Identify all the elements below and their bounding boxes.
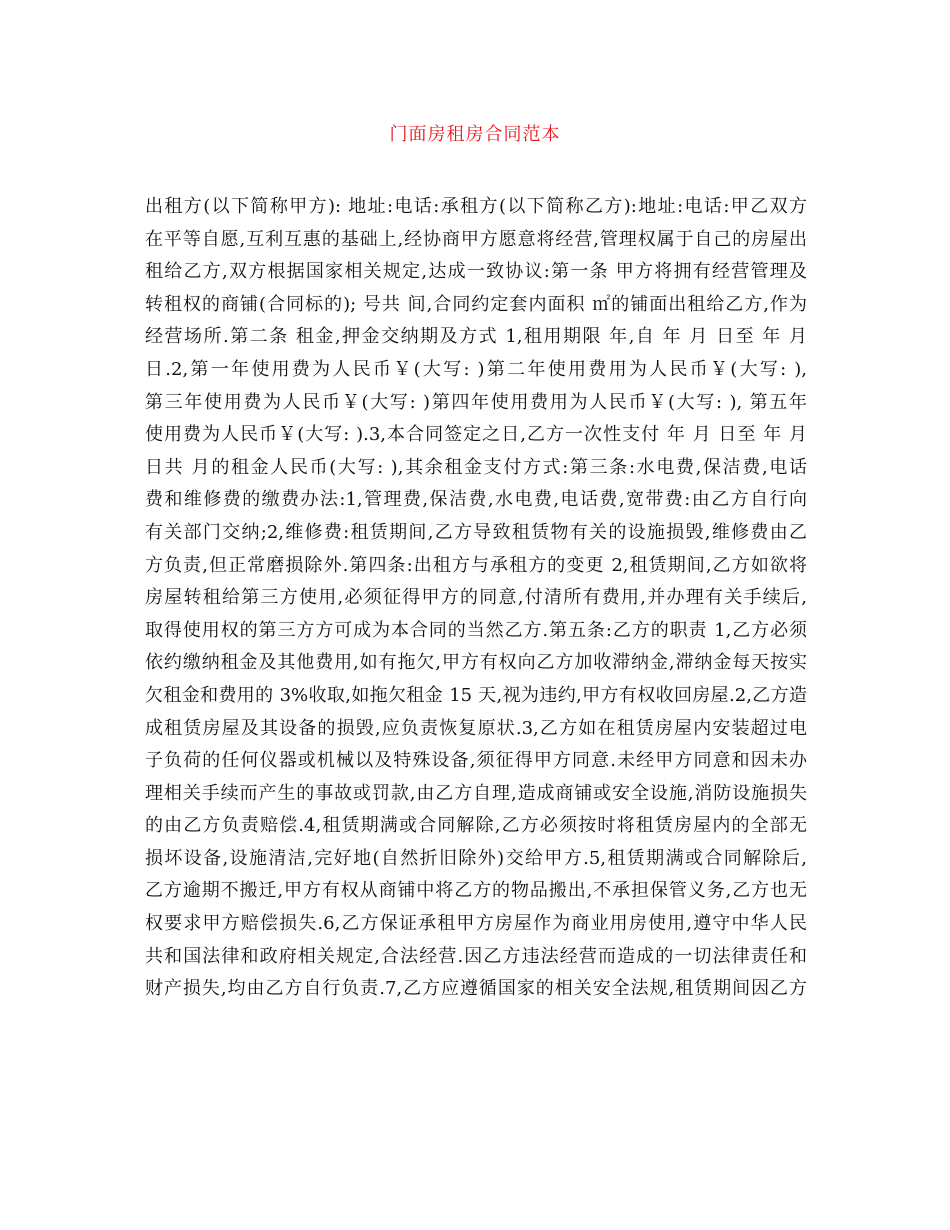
body-line-2: 在平等自愿,互利互惠的基础上,经协商甲方愿意将经营,管理权属于自己的房屋出 xyxy=(145,228,807,250)
body-line-25: 财产损失,均由乙方自行负责.7,乙方应遵循国家的相关安全法规,租赁期间因乙方 xyxy=(145,978,807,1000)
body-line-4: 转租权的商铺(合同标的); 号共 间,合同约定套内面积 ㎡的铺面出租给乙方,作为 xyxy=(145,293,807,315)
body-line-7: 第三年使用费为人民币￥(大写: )第四年使用费用为人民币￥(大写: ), 第五年 xyxy=(145,391,807,413)
body-line-17: 成租赁房屋及其设备的损毁,应负责恢复原状.3,乙方如在租赁房屋内安装超过电 xyxy=(145,717,807,739)
body-line-9: 日共 月的租金人民币(大写: ),其余租金支付方式:第三条:水电费,保洁费,电话 xyxy=(145,456,807,478)
body-line-18: 子负荷的任何仪器或机械以及特殊设备,须征得甲方同意.未经甲方同意和因未办 xyxy=(145,750,807,772)
body-line-23: 权要求甲方赔偿损失.6,乙方保证承租甲方房屋作为商业用房使用,遵守中华人民 xyxy=(145,913,807,935)
body-line-20: 的由乙方负责赔偿.4,租赁期满或合同解除,乙方必须按时将租赁房屋内的全部无 xyxy=(145,815,807,837)
body-line-10: 费和维修费的缴费办法:1,管理费,保洁费,水电费,电话费,宽带费:由乙方自行向 xyxy=(145,489,807,511)
body-line-22: 乙方逾期不搬迁,甲方有权从商铺中将乙方的物品搬出,不承担保管义务,乙方也无 xyxy=(145,880,807,902)
body-line-3: 租给乙方,双方根据国家相关规定,达成一致协议:第一条 甲方将拥有经营管理及 xyxy=(145,261,807,283)
body-line-16: 欠租金和费用的 3%收取,如拖欠租金 15 天,视为违约,甲方有权收回房屋.2,乙方造 xyxy=(145,684,807,706)
body-line-8: 使用费为人民币￥(大写: ).3,本合同签定之日,乙方一次性支付 年 月 日至 年 月 xyxy=(145,424,807,446)
body-line-15: 依约缴纳租金及其他费用,如有拖欠,甲方有权向乙方加收滞纳金,滞纳金每天按实 xyxy=(145,652,807,674)
body-line-14: 取得使用权的第三方方可成为本合同的当然乙方.第五条:乙方的职责 1,乙方必须 xyxy=(145,619,807,641)
body-line-1: 出租方(以下简称甲方): 地址:电话:承租方(以下简称乙方):地址:电话:甲乙双方 xyxy=(145,196,807,217)
body-line-5: 经营场所.第二条 租金,押金交纳期及方式 1,租用期限 年,自 年 月 日至 年 月 xyxy=(145,326,807,348)
body-line-19: 理相关手续而产生的事故或罚款,由乙方自理,造成商铺或安全设施,消防设施损失 xyxy=(145,782,807,804)
contract-body xyxy=(145,191,807,1006)
body-line-12: 方负责,但正常磨损除外.第四条:出租方与承租方的变更 2,租赁期间,乙方如欲将 xyxy=(145,554,807,576)
body-line-21: 损坏设备,设施清洁,完好地(自然折旧除外)交给甲方.5,租赁期满或合同解除后, xyxy=(145,847,807,869)
document-title: 门面房租房合同范本 xyxy=(389,124,561,145)
body-line-24: 共和国法律和政府相关规定,合法经营.因乙方违法经营而造成的一切法律责任和 xyxy=(145,945,807,967)
body-line-13: 房屋转租给第三方使用,必须征得甲方的同意,付清所有费用,并办理有关手续后, xyxy=(145,587,807,609)
body-line-6: 日.2,第一年使用费为人民币￥(大写: )第二年使用费用为人民币￥(大写: ), xyxy=(145,358,807,380)
body-line-11: 有关部门交纳;2,维修费:租赁期间,乙方导致租赁物有关的设施损毁,维修费由乙 xyxy=(145,521,807,543)
